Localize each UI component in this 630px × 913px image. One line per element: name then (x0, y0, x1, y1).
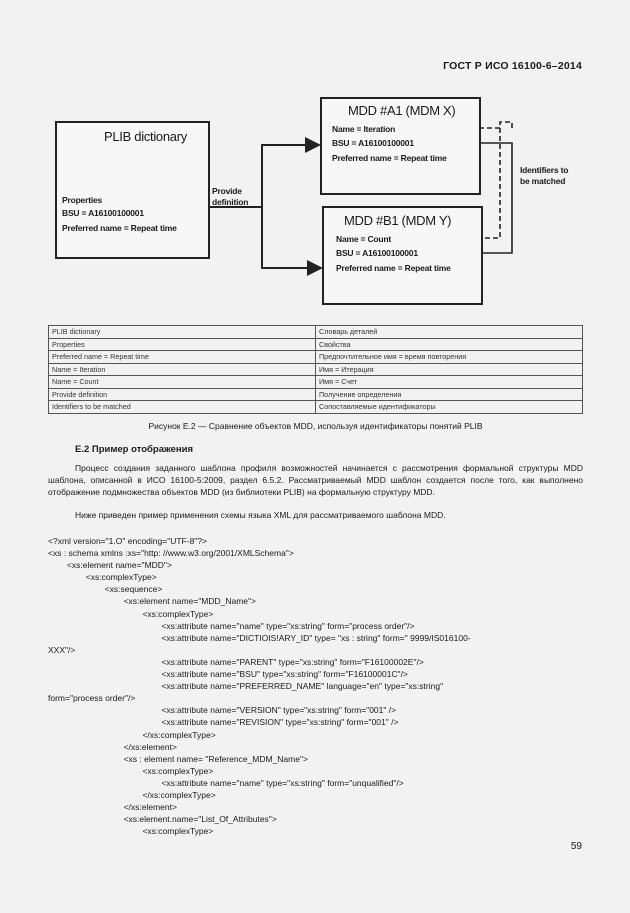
standard-header: ГОСТ Р ИСО 16100-6–2014 (443, 60, 582, 72)
code-line: <?xml version="1.O" encoding="UTF-8"?> (48, 536, 208, 546)
code-line: <xs:complexType> (48, 608, 214, 619)
code-line: </xs:element> (48, 802, 177, 813)
plib-preferred: Preferred name = Repeat time (62, 223, 177, 233)
mdd-b1-bsu: BSU = A16100100001 (336, 248, 418, 258)
legend-term-en: Identifiers to be matched (49, 401, 316, 414)
mdd-a1-title: MDD #A1 (MDM X) (348, 103, 456, 118)
code-line: <xs:attribute name="VERSION" type="xs:string" form="001" /> (48, 705, 397, 716)
code-line: <xs:element name="MDD_Name"> (48, 596, 256, 607)
legend-term-ru: Имя = Счет (316, 376, 583, 389)
code-line: <xs:attribute name="REVISION" type="xs:string" form="001" /> (48, 717, 399, 728)
section-title: Е.2 Пример отображения (75, 444, 193, 455)
code-line: <xs:complexType> (48, 572, 157, 583)
xml-code-listing (48, 535, 471, 837)
paragraph-1: Процесс создания заданного шаблона профиля возможностей начинается с рассмотрения формальной структуры MDD шаблона, описанной в ИСО 16100-5:2009, раздел 6.5.2. Рассматриваемый MDD шаблон создается после того, как выполнено отображение подмножества объектов MDD (из библиотеки PLIB) на формальную структуру MDD. (48, 463, 583, 498)
mdd-b1-preferred: Preferred name = Repeat time (336, 263, 451, 273)
legend-row (49, 351, 583, 364)
code-line: <xs : schema xmlns :xs="http: //www.w3.org/2001/XMLSchema"> (48, 548, 294, 559)
code-line: XXX"/> (48, 644, 76, 655)
code-line: <xs:complexType> (48, 765, 214, 776)
legend-row (49, 326, 583, 339)
identifiers-label: Identifiers to be matched (520, 165, 569, 186)
mdd-b1-title: MDD #B1 (MDM Y) (344, 213, 452, 228)
page-number: 59 (570, 841, 582, 852)
legend-row (49, 388, 583, 401)
provide-arrow-b1 (262, 207, 321, 268)
mdd-b1-name: Name = Count (336, 234, 391, 244)
code-line: <xs:attribute name="DICTIOIS!ARY_ID" type= "xs : string" form=" 9999/IS016100- (48, 632, 471, 643)
code-line: <xs:attribute name="name" type="xs:string" form="unqualified"/> (48, 777, 404, 788)
code-line: <xs:attribute name="BSU" type="xs:string" form="F16100001C"/> (48, 669, 408, 680)
legend-term-ru: Имя = Итерация (316, 363, 583, 376)
legend-term-en: PLIB dictionary (49, 326, 316, 339)
legend-row (49, 401, 583, 414)
code-line: <xs:complexType> (48, 826, 214, 837)
legend-row (49, 363, 583, 376)
code-line: <xs:attribute name="PREFERRED_NAME" language="en" type="xs:string" (48, 681, 444, 692)
legend-term-en: Preferred name = Repeat time (49, 351, 316, 364)
provide-arrow-a1 (262, 145, 319, 207)
code-line: form="process order"/> (48, 693, 136, 704)
legend-term-en: Properties (49, 338, 316, 351)
provide-definition-label: Provide definition (212, 186, 249, 207)
paragraph-2: Ниже приведен пример применения схемы языка XML для рассматриваемого шаблона MDD. (75, 510, 446, 520)
legend-term-en: Provide definition (49, 388, 316, 401)
code-line: </xs:complexType> (48, 729, 216, 740)
legend-term-en: Name = Iteration (49, 363, 316, 376)
legend-table (48, 325, 583, 414)
legend-term-ru: Получение определения (316, 388, 583, 401)
code-line: <xs:attribute name="name" type="xs:string" form="process order"/> (48, 620, 415, 631)
code-line: </xs:element> (48, 741, 177, 752)
code-line: <xs : element name= "Reference_MDM_Name"> (48, 753, 308, 764)
code-line: </xs:complexType> (48, 789, 216, 800)
mdd-a1-preferred: Preferred name = Repeat time (332, 153, 447, 163)
legend-term-ru: Словарь деталей (316, 326, 583, 339)
code-line: <xs:sequence> (48, 584, 163, 595)
legend-term-ru: Свойства (316, 338, 583, 351)
legend-row (49, 338, 583, 351)
legend-term-en: Name = Count (49, 376, 316, 389)
legend-term-ru: Предпочтительное имя = время повторения (316, 351, 583, 364)
mdd-a1-name: Name = Iteration (332, 124, 396, 134)
code-line: <xs:element.name="List_Of_Attributes"> (48, 814, 277, 825)
figure-caption: Рисунок Е.2 — Сравнение объектов MDD, используя идентификаторы понятий PLIB (148, 421, 483, 431)
plib-title: PLIB dictionary (104, 129, 187, 144)
mdd-a1-bsu: BSU = A16100100001 (332, 138, 414, 148)
code-line: <xs:attribute name="PARENT" type="xs:string" form="F16100002E"/> (48, 656, 424, 667)
plib-properties: Properties (62, 195, 103, 205)
plib-bsu: BSU = A16100100001 (62, 208, 144, 218)
legend-term-ru: Сопоставляемые идентификаторы (316, 401, 583, 414)
legend-row (49, 376, 583, 389)
code-line: <xs:element name="MDD"> (48, 560, 172, 571)
